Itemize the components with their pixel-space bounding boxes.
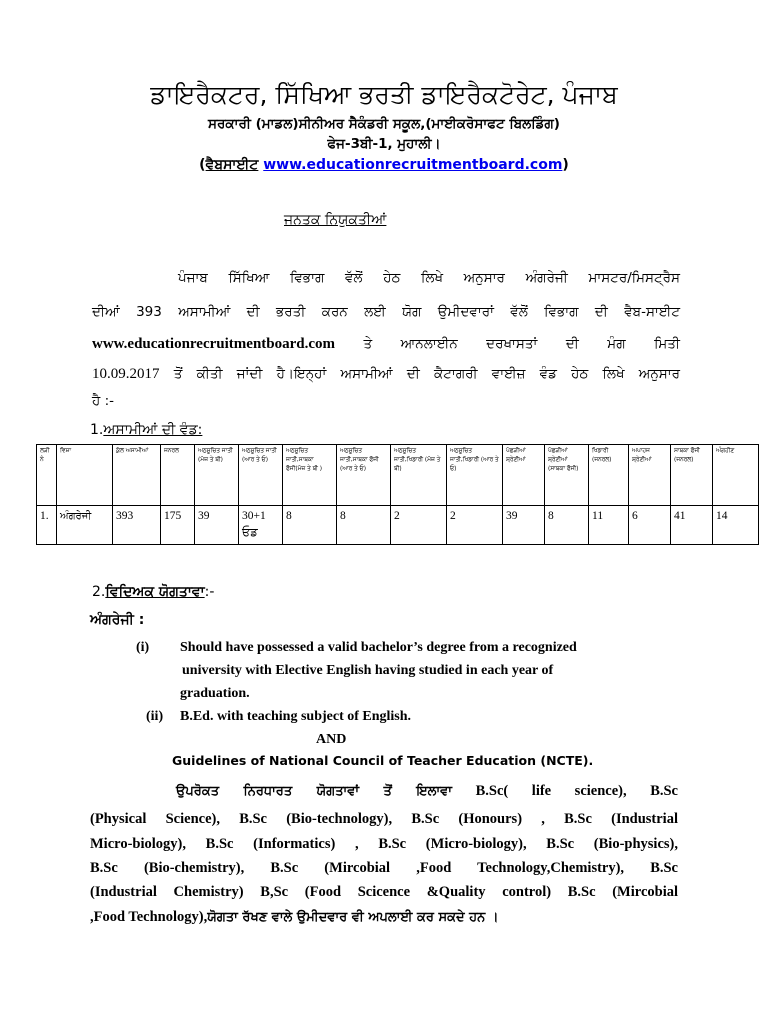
intro-line-3 (92, 334, 680, 354)
additional-line-5: (Industrial Chemistry) B,Sc (Food Scicence &Quality control) B.Sc (Mircobial (90, 884, 678, 900)
additional-line-6 (90, 906, 678, 930)
item-marker-2: (ii) (146, 709, 164, 724)
intro-line-5: ਹੈ :- (92, 393, 114, 409)
item-1-line-2: university with Elective English having studied in each year of (182, 663, 554, 678)
section-1-number: 1. (90, 422, 104, 438)
intro-line-4-text: ਤੋਂ ਕੀਤੀ ਜਾਂਦੀ ਹੈ।ਇਨ੍ਹਾਂ ਅਸਾਮੀਆਂ ਦੀ ਕੈਟਾਗਰੀ ਵਾਈਜ਼ ਵੰਡ ਹੇਠ ਲਿਖੇ ਅਨੁਸਾਰ (159, 366, 680, 382)
table-header-cell: ਜਨਰਲ (161, 445, 195, 506)
table-header-cell: ਅਨੁਸੂਚਿਤ ਜਾਤੀ (ਮੱਜ਼ ਤੇ ਬੀ) (195, 445, 239, 506)
website-label: ਵੈਬਸਾਈਟ (205, 157, 259, 173)
notice-title: ਜਨਤਕ ਨਿਯੁਕਤੀਆਂ (284, 212, 387, 228)
table-cell: 11 (589, 506, 629, 545)
website-close-paren: ) (562, 157, 569, 173)
address-line-1: ਸਰਕਾਰੀ (ਮਾਡਲ)ਸੀਨੀਅਰ ਸੈਕੰਡਰੀ ਸਕੂਲ,(ਮਾਈਕਰੋਸਾਫਟ ਬਿਲਡਿੰਗ) (208, 116, 560, 132)
table-header-cell: ਵਿਸ਼ਾ (57, 445, 113, 506)
table-cell: 39 (503, 506, 545, 545)
website-line (0, 155, 768, 175)
intro-line-1: ਪੰਜਾਬ ਸਿੱਖਿਆ ਵਿਭਾਗ ਵੱਲੋਂ ਹੇਠ ਲਿਖੇ ਅਨੁਸਾਰ ਅੰਗਰੇਜੀ ਮਾਸਟਰ/ਮਿਸਟ੍ਰੈਸ (178, 270, 680, 286)
table-header-cell: ਅਨੁਸੂਚਿਤ ਜਾਤੀ,ਸਾਬਕਾ ਫੌਜੀ (ਆਰ ਤੇ ਓ) (337, 445, 391, 506)
item-2-line-1: B.Ed. with teaching subject of English. (180, 709, 412, 724)
additional-intro-pa: ਉਪਰੋਕਤ ਨਿਰਧਾਰਤ ਯੋਗਤਾਵਾਂ ਤੋਂ ਇਲਾਵਾ (176, 784, 453, 799)
item-marker-1: (i) (136, 640, 150, 655)
additional-line-4: B.Sc (Bio-chemistry), B.Sc (Mircobial ,Food Technology,Chemistry), B.Sc (90, 860, 678, 876)
table-header-cell: ਖਿਡਾਰੀ (ਜਨਰਲ) (589, 445, 629, 506)
posts-distribution-table (36, 444, 759, 545)
table-row (37, 506, 759, 545)
table-cell: 393 (113, 506, 161, 545)
additional-line-6-pa: ਯੋਗਤਾ ਰੱਖਣ ਵਾਲੇ ਉਮੀਦਵਾਰ ਵੀ ਅਪਲਾਈ ਕਰ ਸਕਦੇ ਹਨ । (207, 910, 499, 925)
table-cell: 39 (195, 506, 239, 545)
intro-line-4 (92, 364, 680, 384)
table-header-cell: ਕੁੱਲ ਅਸਾਮੀਆਂ (113, 445, 161, 506)
intro-website: www.educationrecruitmentboard.com (92, 336, 336, 352)
intro-line-2: ਦੀਆਂ 393 ਅਸਾਮੀਆਂ ਦੀ ਭਰਤੀ ਕਰਨ ਲਈ ਯੋਗ ਉਮੀਦਵਾਰਾਂ ਵੱਲੋਂ ਵਿਭਾਗ ਦੀ ਵੈਬ-ਸਾਈਟ (92, 304, 680, 320)
website-link[interactable]: www.educationrecruitmentboard.com (263, 157, 563, 173)
additional-line-1 (176, 780, 678, 804)
table-header-cell: ਪੱਛੜੀਆਂ ਸ਼੍ਰੇਣੀਆਂ (503, 445, 545, 506)
table-cell: 175 (161, 506, 195, 545)
section-1-title: ਅਸਾਮੀਆਂ ਦੀ ਵੰਡ: (103, 422, 203, 438)
additional-line-2: (Physical Science), B.Sc (Bio-technology), B.Sc (Honours) , B.Sc (Industrial (90, 811, 678, 827)
and-label: AND (316, 732, 347, 747)
table-header-row (37, 445, 759, 506)
table-header-cell: ਪੱਛੜੀਆਂ ਸ਼੍ਰੇਣੀਆਂ (ਸਾਬਕਾ ਫੌਜੀ) (545, 445, 589, 506)
table-header-cell: ਅਨੁਸੂਚਿਤ ਜਾਤੀ (ਆਰ ਤੇ ਓ) (239, 445, 283, 506)
table-cell: 14 (713, 506, 759, 545)
website-open-paren: ( (199, 157, 206, 173)
section-2-number: 2. (92, 584, 106, 600)
table-cell: 2 (391, 506, 447, 545)
table-header-cell: ਸਾਬਕਾ ਫੌਜੀ (ਜਨਰਲ) (671, 445, 713, 506)
section-1-heading (90, 420, 202, 440)
table-cell: 8 (283, 506, 337, 545)
table-header-cell: ਅਪਾਹਜ ਸ਼੍ਰੇਣੀਆਂ (629, 445, 671, 506)
subject-heading: ਅੰਗਰੇਜੀ : (90, 612, 145, 628)
table-header-cell: ਅਨੁਸੂਚਿਤ ਜਾਤੀ,ਖਿਡਾਰੀ (ਆਰ ਤੇ ਓ) (447, 445, 503, 506)
table-cell: 30+1 ਓਡ (239, 506, 283, 545)
address-line-2: ਫੇਜ-3ਬੀ-1, ਮੁਹਾਲੀ। (327, 136, 441, 152)
section-2-heading (92, 582, 214, 602)
item-1-line-1: Should have possessed a valid bachelor’s degree from a recognized (180, 640, 577, 655)
table-cell: 2 (447, 506, 503, 545)
additional-line-6-en: ,Food Technology), (90, 909, 208, 925)
additional-line-1-en: B.Sc( life science), B.Sc (452, 783, 678, 799)
table-header-cell: ਲੜੀ ਨੰ (37, 445, 57, 506)
additional-line-3: Micro-biology), B.Sc (Informatics) , B.Sc (Micro-biology), B.Sc (Bio-physics), (90, 836, 678, 852)
table-cell: 41 (671, 506, 713, 545)
page-title: ਡਾਇਰੈਕਟਰ, ਸਿੱਖਿਆ ਭਰਤੀ ਡਾਇਰੈਕਟੋਰੇਟ, ਪੰਜਾਬ (150, 80, 618, 109)
table-cell: ਅੰਗਰੇਜੀ (57, 506, 113, 545)
table-cell: 1. (37, 506, 57, 545)
intro-line-3-text: ਤੇ ਆਨਲਾਈਨ ਦਰਖਾਸਤਾਂ ਦੀ ਮੰਗ ਮਿਤੀ (335, 336, 680, 352)
table-header-cell: ਅਨੁਸੂਚਿਤ ਜਾਤੀ,ਸਾਬਕਾ ਫੌਜੀ(ਮੱਜ਼ ਤੇ ਬੀ ) (283, 445, 337, 506)
section-2-title: ਵਿਦਿਅਕ ਯੋਗਤਾਵਾ (105, 584, 205, 600)
table-cell: 8 (545, 506, 589, 545)
table-header-cell: ਅਨੁਸੂਚਿਤ ਜਾਤੀ,ਖਿਡਾਰੀ (ਮੱਜ਼ ਤੇ ਬੀ) (391, 445, 447, 506)
table-header-cell: ਅੰਗਹੀਣ (713, 445, 759, 506)
table-cell: 8 (337, 506, 391, 545)
table-cell: 6 (629, 506, 671, 545)
item-1-line-3: graduation. (180, 686, 250, 701)
intro-date: 10.09.2017 (92, 366, 160, 382)
section-2-suffix: :- (204, 584, 215, 600)
ncte-guidelines: Guidelines of National Council of Teacher Education (NCTE). (172, 753, 594, 768)
